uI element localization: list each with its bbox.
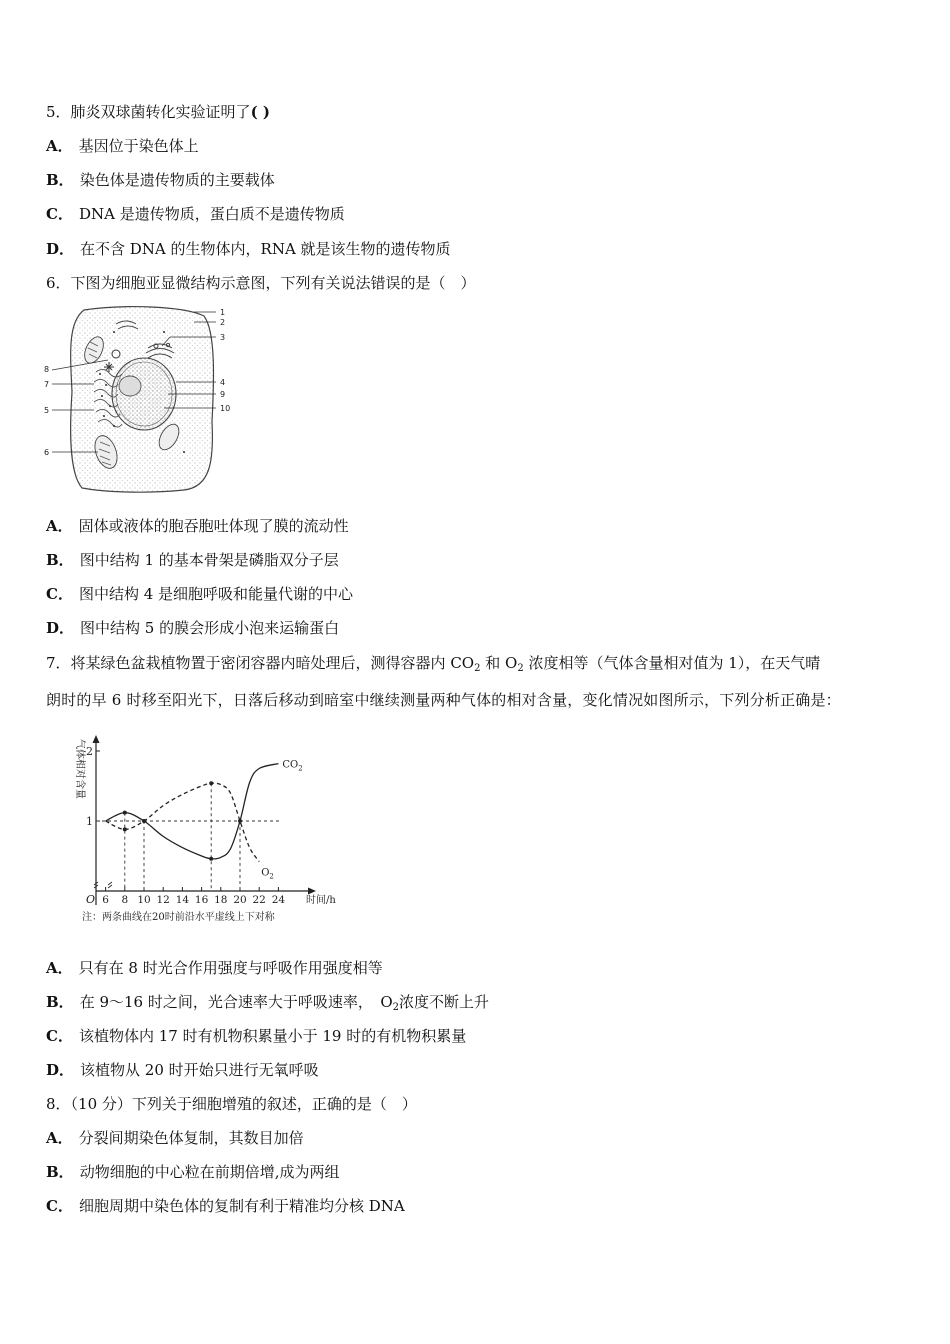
label-5: 5 — [44, 406, 50, 415]
y-tick-label: 2 — [86, 745, 93, 758]
data-point — [123, 827, 127, 831]
q7-number: 7． — [46, 654, 71, 672]
q5-number: 5． — [46, 103, 71, 121]
nucleus — [112, 358, 176, 430]
data-point — [123, 811, 127, 815]
series-label-co2: $CO_2$ — [282, 759, 303, 773]
q8-option-b: B． 动物细胞的中心粒在前期倍增,成为两组 — [46, 1163, 340, 1181]
q5-stem — [46, 102, 270, 122]
x-tick-label: 18 — [214, 894, 228, 906]
q5-option-d: D． 在不含 DNA 的生物体内，RNA 就是该生物的遗传物质 — [46, 240, 451, 258]
label-2: 2 — [220, 318, 226, 327]
label-1: 1 — [220, 308, 226, 317]
q5-option-a: A． 基因位于染色体上 — [46, 137, 199, 155]
origin-label: O — [86, 893, 96, 906]
q7-option-a: A． 只有在 8 时光合作用强度与呼吸作用强度相等 — [46, 959, 383, 977]
q7-stem-line-1: 7．将某绿色盆栽植物置于密闭容器内暗处理后，测得容器内 $CO_2$ 和 $O_2$ 浓度相等（气体含量相对值为 1），在天气晴 — [46, 654, 821, 674]
q6-option-d: D． 图中结构 5 的膜会形成小泡来运输蛋白 — [46, 619, 340, 637]
y-axis-arrow — [93, 735, 100, 743]
data-point — [209, 781, 213, 785]
q8-option-c: C． 细胞周期中染色体的复制有利于精准均分核 DNA — [46, 1197, 405, 1215]
label-3: 3 — [220, 333, 226, 342]
q8-option-a: A． 分裂间期染色体复制，其数目加倍 — [46, 1129, 304, 1147]
series-line-co2 — [106, 764, 279, 859]
data-point — [238, 819, 242, 823]
x-tick-label: 10 — [137, 894, 151, 906]
label-7: 7 — [44, 380, 50, 389]
q5-paren: ( ) — [250, 103, 270, 121]
data-point — [142, 819, 146, 823]
cell-ultrastructure-figure — [44, 302, 240, 500]
q7-stem-line-2: 朗时的早 6 时移至阳光下，日落后移动到暗室中继续测量两种气体的相对含量，变化情况如图所示，下列分析正确是： — [46, 691, 841, 709]
q7-option-c: C． 该植物体内 17 时有机物积累量小于 19 时的有机物积累量 — [46, 1027, 467, 1045]
nucleolus — [119, 376, 141, 396]
x-tick-label: 12 — [156, 894, 170, 906]
series-label-o2: $O_2$ — [261, 867, 274, 881]
q6-stem: 6．下图为细胞亚显微结构示意图，下列有关说法错误的是（ ） — [46, 274, 476, 292]
x-tick-label: 6 — [102, 894, 109, 906]
gas-content-chart — [60, 727, 340, 935]
y-tick-label: 1 — [86, 815, 93, 828]
label-4: 4 — [220, 378, 226, 387]
q6-option-a: A． 固体或液体的胞吞胞吐体现了膜的流动性 — [46, 517, 349, 535]
y-axis-label: 气体相对含量 — [74, 739, 85, 799]
x-tick-label: 22 — [252, 894, 266, 906]
data-point — [209, 857, 213, 861]
q7-option-b: B． 在 9～16 时之间，光合速率大于呼吸速率， $O_2$浓度不断上升 — [46, 993, 490, 1013]
x-tick-label: 8 — [121, 894, 129, 906]
q7-option-d: D． 该植物从 20 时开始只进行无氧呼吸 — [46, 1061, 319, 1079]
q5-option-c: C． DNA 是遗传物质，蛋白质不是遗传物质 — [46, 205, 345, 223]
x-axis-arrow — [308, 888, 316, 895]
q6-number: 6． — [46, 274, 71, 292]
q8-stem: 8．（10 分）下列关于细胞增殖的叙述，正确的是（ ） — [46, 1095, 417, 1113]
series-line-o2 — [106, 783, 260, 862]
q6-option-c: C． 图中结构 4 是细胞呼吸和能量代谢的中心 — [46, 585, 354, 603]
label-9: 9 — [220, 390, 226, 399]
chart-note: 注：两条曲线在20时前沿水平虚线上下对称 — [82, 912, 275, 923]
q6-option-b: B． 图中结构 1 的基本骨架是磷脂双分子层 — [46, 551, 339, 569]
label-10: 10 — [220, 404, 231, 413]
x-axis-label: 时间/h — [306, 895, 336, 906]
x-tick-label: 16 — [194, 894, 209, 906]
q5-stem-text: 肺炎双球菌转化实验证明了 — [70, 103, 251, 121]
label-8: 8 — [44, 365, 50, 374]
x-tick-label: 24 — [271, 894, 286, 906]
x-tick-label: 14 — [175, 894, 190, 906]
label-6: 6 — [44, 448, 50, 457]
q5-option-b: B． 染色体是遗传物质的主要载体 — [46, 171, 275, 189]
q8-number: 8． — [46, 1095, 71, 1113]
x-tick-label: 20 — [233, 894, 247, 906]
